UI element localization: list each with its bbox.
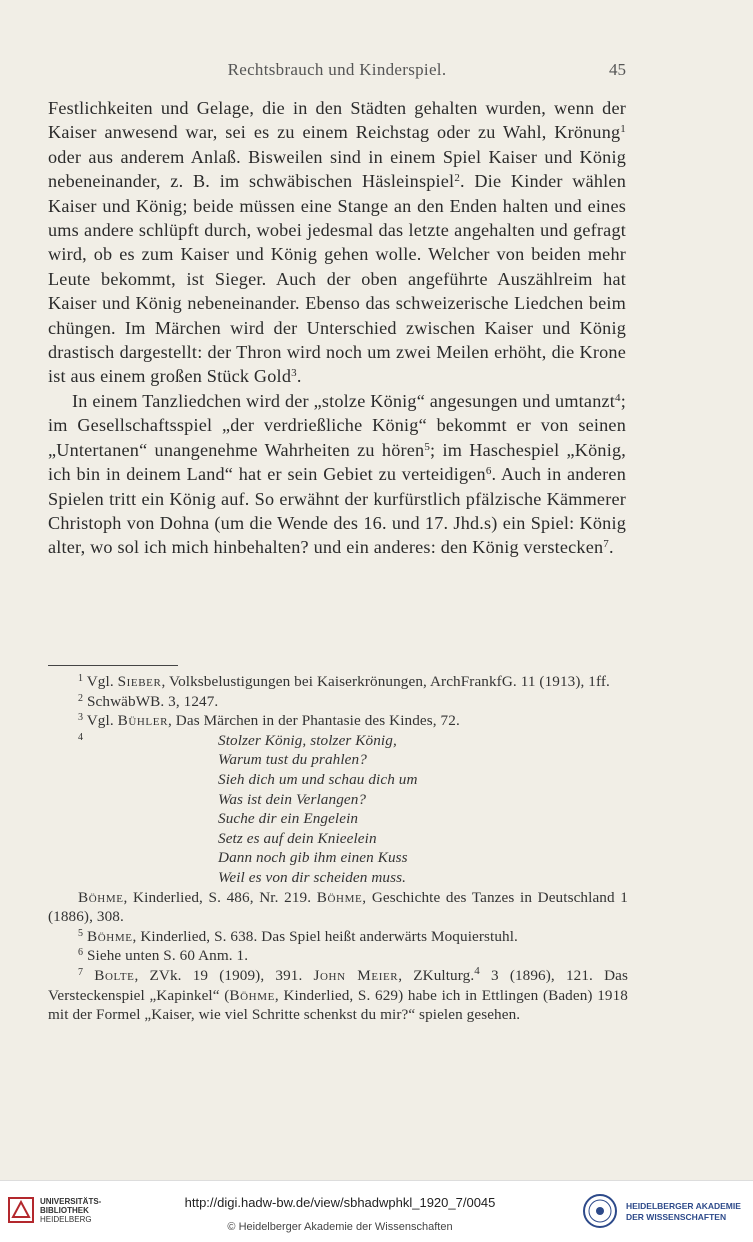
- main-text: [48, 96, 626, 560]
- footnote-7: $^7$ Bolte, ZVk. 19 (1909), 391. John Meier, ZKulturg.$^4$ 3 (1896), 121. Das Versteckenspiel „Kapinkel“ (Böhme, Kinderlied, S. 629) habe ich in Ettlingen (Baden) 1918 mit der Formel „Kaiser, wie viel Schritte schenkst du mir?“ spielen gesehen.: [48, 964, 628, 1024]
- footnotes: [48, 672, 628, 1025]
- author-name: Böhme: [78, 888, 124, 906]
- footnote-rule: [48, 665, 178, 666]
- poem-line: Warum tust du prahlen?: [218, 751, 367, 769]
- poem-line: Setz es auf dein Knieelein: [218, 829, 377, 847]
- footnote-6: $^6$ Siehe unten S. 60 Anm. 1.: [78, 947, 249, 965]
- running-title: Rechtsbrauch und Kinderspiel.: [227, 60, 447, 79]
- library-mark-icon: [8, 1197, 34, 1223]
- running-header: [48, 60, 626, 84]
- footnote-marker: 2: [454, 172, 461, 185]
- poem-line: Sieh dich um und schau dich um: [218, 770, 418, 788]
- university-library-logo[interactable]: UNIVERSITÄTS- BIBLIOTHEK HEIDELBERG: [8, 1193, 148, 1229]
- author-name: John Meier: [313, 966, 399, 984]
- footnote-marker: 6: [485, 465, 492, 478]
- academy-logo[interactable]: HEIDELBERGER AKADEMIE DER WISSENSCHAFTEN: [582, 1189, 752, 1233]
- permalink-url[interactable]: http://digi.hadw-bw.de/view/sbhadwphkl_1920_7/0045: [184, 1195, 496, 1210]
- footnote-marker: 5: [424, 440, 431, 453]
- footnote-5: $^5$ Böhme, Kinderlied, S. 638. Das Spiel heißt anderwärts Moquierstuhl.: [78, 927, 518, 945]
- footnote-3: $^3$ Vgl. Bühler, Das Märchen in der Phantasie des Kindes, 72.: [78, 712, 460, 730]
- footnote-marker: 1: [620, 123, 626, 136]
- footnote-4: $^4$ Stolzer König, stolzer König, Warum tust du prahlen? Sieh dich um und schau dich um Was ist dein Verlangen? Suche dir ein Engelein Setz es auf dein Knieelein Dann noch gib ihm einen Kuss Weil es von dir scheiden muss. Böhme, Kinderlied, S. 486, Nr. 219. Böhme, Geschichte des Tanzes in Deutschland 1 (1886), 308.: [48, 731, 628, 926]
- author-name: Sieber: [117, 673, 162, 690]
- author-name: Bolte: [94, 966, 135, 984]
- poem-line: Weil es von dir scheiden muss.: [218, 868, 407, 886]
- body-paragraph: Festlichkeiten und Gelage, die in den Städten gehalten wurden, wenn der Kaiser anwesend war, sei es zu einem Reichstag oder zu Wahl, Krönung$^1$ oder aus anderem Anlaß. Bisweilen sind in einem Spiel Kaiser und König nebeneinander, z. B. im schwäbischen Häsleinspiel$^2$. Die Kinder wählen Kaiser und König; beide müssen eine Stange an den Enden halten und eines ums andere schlüpft durch, wobei jedesmal das letzte angehalten und gefragt wird, ob es zum Kaiser und König gehen wolle. Welcher von beiden mehr Leute bekommt, ist Sieger. Auch der oben angeführte Auszählreim hat Kaiser und König nebeneinander. Ebenso das schweizerische Liedchen beim chüngen. Im Märchen wird der Unterschied zwischen Kaiser und König drastisch dargestellt: der Thron wird noch um zwei Meilen erhöht, die Krone ist aus einem großen Stück Gold$^3$.: [48, 98, 626, 387]
- poem-line: Was ist dein Verlangen?: [218, 790, 367, 808]
- viewer-footer: [0, 1180, 753, 1242]
- author-name: Böhme: [229, 986, 275, 1004]
- academy-seal-icon: [582, 1193, 618, 1229]
- poem-line: Stolzer König, stolzer König,: [218, 731, 397, 749]
- author-name: Böhme: [316, 888, 363, 906]
- footnote-4-citation: Böhme, Kinderlied, S. 486, Nr. 219. Böhme, Geschichte des Tanzes in Deutschland 1 (1886), 308.: [48, 888, 628, 926]
- footnote-marker: 7: [603, 538, 609, 551]
- body-paragraph: In einem Tanzliedchen wird der „stolze König“ angesungen und umtanzt$^4$; im Gesellschaftsspiel „der verdrießliche König“ bekommt er von seinen „Untertanen“ unangenehme Wahrheiten zu hören$^5$; im Haschespiel „König, ich bin in deinem Land“ hat er sein Gebiet zu verteidigen$^6$. Auch in anderen Spielen tritt ein König auf. So erwähnt der kurfürstlich pfälzische Kämmerer Christoph von Dohna (um die Wende des 16. und 17. Jhd.s) ein Spiel: König alter, wo sol ich mich hinbehalten? und ein anderes: den König verstecken$^7$.: [48, 390, 627, 558]
- author-name: Böhme: [87, 927, 133, 945]
- page-number: 45: [609, 60, 626, 79]
- poem: [218, 731, 628, 888]
- footnote-marker: 3: [291, 367, 297, 380]
- footnote-1: $^1$ Vgl. Sieber, Volksbelustigungen bei Kaiserkrönungen, ArchFrankfG. 11 (1913), 1ff.: [78, 673, 610, 690]
- footnote-2: $^2$ SchwäbWB. 3, 1247.: [78, 692, 219, 710]
- poem-line: Suche dir ein Engelein: [218, 810, 359, 828]
- poem-line: Dann noch gib ihm einen Kuss: [218, 849, 408, 867]
- footnote-marker: 4: [615, 391, 621, 404]
- author-name: Bühler: [117, 712, 169, 730]
- copyright-notice: © Heidelberger Akademie der Wissenschaften: [227, 1221, 453, 1233]
